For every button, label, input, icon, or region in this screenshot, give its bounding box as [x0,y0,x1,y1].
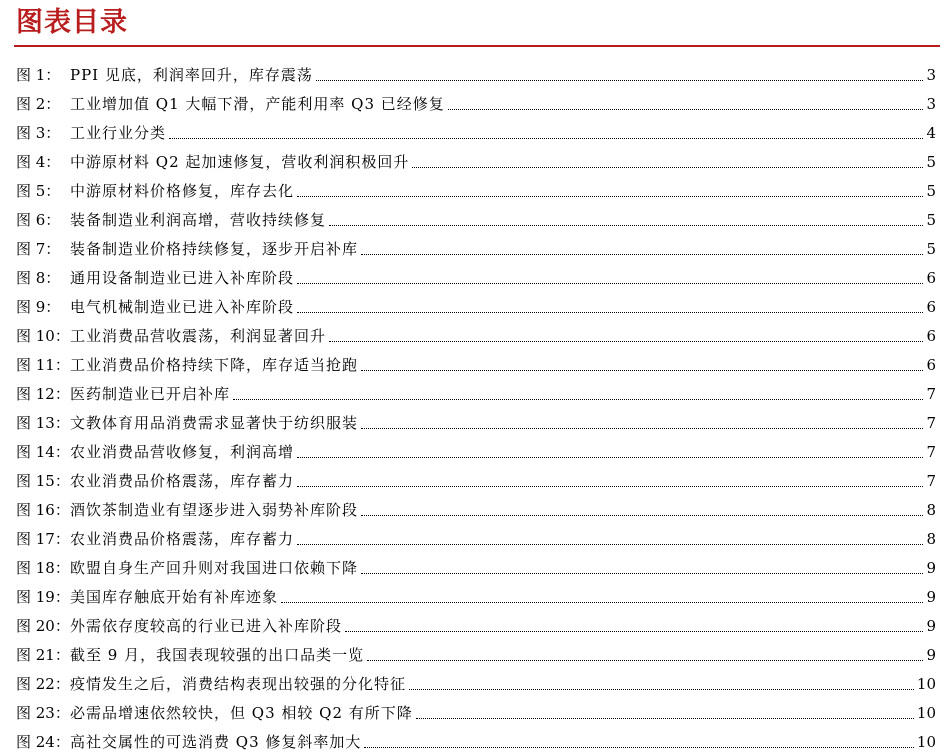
toc-entry-label: 图 18： [16,559,70,577]
toc-entry[interactable] [16,549,936,578]
toc-entry-page-number[interactable]: 7 [926,443,936,461]
dot-leader [361,573,923,574]
toc-entry-page-number[interactable]: 7 [926,414,936,432]
dot-leader [448,109,924,110]
toc-entry[interactable] [16,201,936,230]
toc-entry-title[interactable]: 工业行业分类 [70,124,167,142]
toc-entry[interactable] [16,56,936,85]
dot-leader [329,341,923,342]
toc-entry[interactable] [16,288,936,317]
toc-entry-page-number[interactable]: 6 [926,327,936,345]
toc-entry-title[interactable]: 文教体育用品消费需求显著快于纺织服装 [70,414,359,432]
toc-entry-page-number[interactable]: 3 [926,95,936,113]
toc-entry-title[interactable]: 疫情发生之后，消费结构表现出较强的分化特征 [70,675,407,693]
toc-entry-page-number[interactable]: 8 [926,530,936,548]
toc-entry-label: 图 20： [16,617,70,635]
toc-entry[interactable] [16,172,936,201]
toc-entry-title[interactable]: 截至 9 月，我国表现较强的出口品类一览 [70,646,365,664]
toc-entry[interactable] [16,433,936,462]
toc-entry-title[interactable]: 工业增加值 Q1 大幅下滑，产能利用率 Q3 已经修复 [70,95,445,113]
toc-entry-label: 图 9： [16,298,61,316]
toc-entry-title[interactable]: 必需品增速依然较快，但 Q3 相较 Q2 有所下降 [70,704,413,722]
dot-leader [297,283,923,284]
toc-entry-label: 图 8： [16,269,61,287]
toc-entry-page-number[interactable]: 5 [926,153,936,171]
toc-entry-page-number[interactable]: 6 [926,298,936,316]
toc-entry-label: 图 7： [16,240,61,258]
dot-leader [297,312,923,313]
toc-entry-page-number[interactable]: 10 [916,704,936,722]
toc-entry-label: 图 21： [16,646,70,664]
toc-entry-title[interactable]: 农业消费品价格震荡，库存蓄力 [70,472,295,490]
toc-entry-title[interactable]: 美国库存触底开始有补库迹象 [70,588,279,606]
toc-entry[interactable] [16,520,936,549]
toc-entry[interactable] [16,404,936,433]
toc-entry-page-number[interactable]: 9 [926,646,936,664]
toc-entry-label: 图 3： [16,124,61,142]
toc-entry-page-number[interactable]: 7 [926,472,936,490]
dot-leader [364,747,914,748]
title-divider [14,45,940,47]
dot-leader [412,167,923,168]
toc-entry-label: 图 14： [16,443,70,461]
toc-entry-page-number[interactable]: 5 [926,182,936,200]
dot-leader [361,428,923,429]
dot-leader [281,602,923,603]
toc-entry-title[interactable]: 中游原材料价格修复，库存去化 [70,182,295,200]
toc-entry-label: 图 12： [16,385,70,403]
toc-entry-label: 图 16： [16,501,70,519]
toc-entry-page-number[interactable]: 6 [926,356,936,374]
toc-entry-label: 图 4： [16,153,61,171]
toc-entry-label: 图 24： [16,733,70,751]
toc-entry-label: 图 19： [16,588,70,606]
toc-entry-title[interactable]: PPI 见底，利润率回升，库存震荡 [70,66,313,84]
toc-entry[interactable] [16,317,936,346]
toc-entry-label: 图 1： [16,66,61,84]
toc-entry-title[interactable]: 工业消费品营收震荡，利润显著回升 [70,327,327,345]
toc-entry-label: 图 22： [16,675,70,693]
dot-leader [297,486,923,487]
toc-entry-label: 图 13： [16,414,70,432]
dot-leader [416,718,914,719]
toc-entry[interactable] [16,85,936,114]
toc-entry-title[interactable]: 工业消费品价格持续下降，库存适当抢跑 [70,356,359,374]
toc-entry-page-number[interactable]: 9 [926,617,936,635]
dot-leader [297,544,923,545]
toc-entry-title[interactable]: 酒饮茶制造业有望逐步进入弱势补库阶段 [70,501,359,519]
toc-entry[interactable] [16,114,936,143]
toc-entry[interactable] [16,259,936,288]
dot-leader [361,370,923,371]
toc-entry-title[interactable]: 农业消费品价格震荡，库存蓄力 [70,530,295,548]
toc-entry[interactable] [16,462,936,491]
toc-entry-page-number[interactable]: 5 [926,240,936,258]
toc-entry[interactable] [16,230,936,259]
toc-entry-label: 图 2： [16,95,61,113]
toc-entry[interactable] [16,375,936,404]
toc-entry-title[interactable]: 外需依存度较高的行业已进入补库阶段 [70,617,343,635]
toc-entry-page-number[interactable]: 10 [916,675,936,693]
toc-entry-page-number[interactable]: 10 [916,733,936,751]
toc-entry-title[interactable]: 电气机械制造业已进入补库阶段 [70,298,295,316]
toc-entry-label: 图 11： [16,356,70,374]
toc-entry[interactable] [16,491,936,520]
dot-leader [297,457,923,458]
toc-entry[interactable] [16,607,936,636]
toc-entry[interactable] [16,143,936,172]
toc-entry[interactable] [16,665,936,694]
toc-entry-label: 图 23： [16,704,70,722]
toc-entry-label: 图 15： [16,472,70,490]
figure-toc-list [16,56,936,752]
toc-entry-page-number[interactable]: 7 [926,385,936,403]
toc-entry[interactable] [16,578,936,607]
dot-leader [316,80,924,81]
toc-entry[interactable] [16,723,936,752]
dot-leader [169,138,923,139]
dot-leader [409,689,914,690]
toc-entry-label: 图 10： [16,327,70,345]
toc-entry-title[interactable]: 医药制造业已开启补库 [70,385,231,403]
dot-leader [233,399,923,400]
toc-entry-label: 图 5： [16,182,61,200]
toc-entry-page-number[interactable]: 3 [926,66,936,84]
dot-leader [367,660,923,661]
toc-entry-page-number[interactable]: 4 [926,124,936,142]
dot-leader [361,515,923,516]
toc-entry-page-number[interactable]: 9 [926,588,936,606]
toc-title: 图表目录 [16,7,128,38]
toc-entry-title[interactable]: 欧盟自身生产回升则对我国进口依赖下降 [70,559,359,577]
toc-entry[interactable] [16,694,936,723]
toc-entry-title[interactable]: 高社交属性的可选消费 Q3 修复斜率加大 [70,733,362,751]
toc-entry-page-number[interactable]: 9 [926,559,936,577]
toc-entry[interactable] [16,636,936,665]
toc-entry-title[interactable]: 装备制造业利润高增，营收持续修复 [70,211,327,229]
toc-entry-label: 图 17： [16,530,70,548]
dot-leader [329,225,923,226]
toc-entry-title[interactable]: 装备制造业价格持续修复，逐步开启补库 [70,240,359,258]
toc-entry-label: 图 6： [16,211,61,229]
dot-leader [361,254,923,255]
toc-entry-title[interactable]: 中游原材料 Q2 起加速修复，营收利润积极回升 [70,153,410,171]
toc-entry[interactable] [16,346,936,375]
toc-entry-page-number[interactable]: 8 [926,501,936,519]
dot-leader [297,196,923,197]
toc-entry-title[interactable]: 农业消费品营收修复，利润高增 [70,443,295,461]
toc-entry-title[interactable]: 通用设备制造业已进入补库阶段 [70,269,295,287]
toc-entry-page-number[interactable]: 6 [926,269,936,287]
dot-leader [345,631,923,632]
toc-entry-page-number[interactable]: 5 [926,211,936,229]
